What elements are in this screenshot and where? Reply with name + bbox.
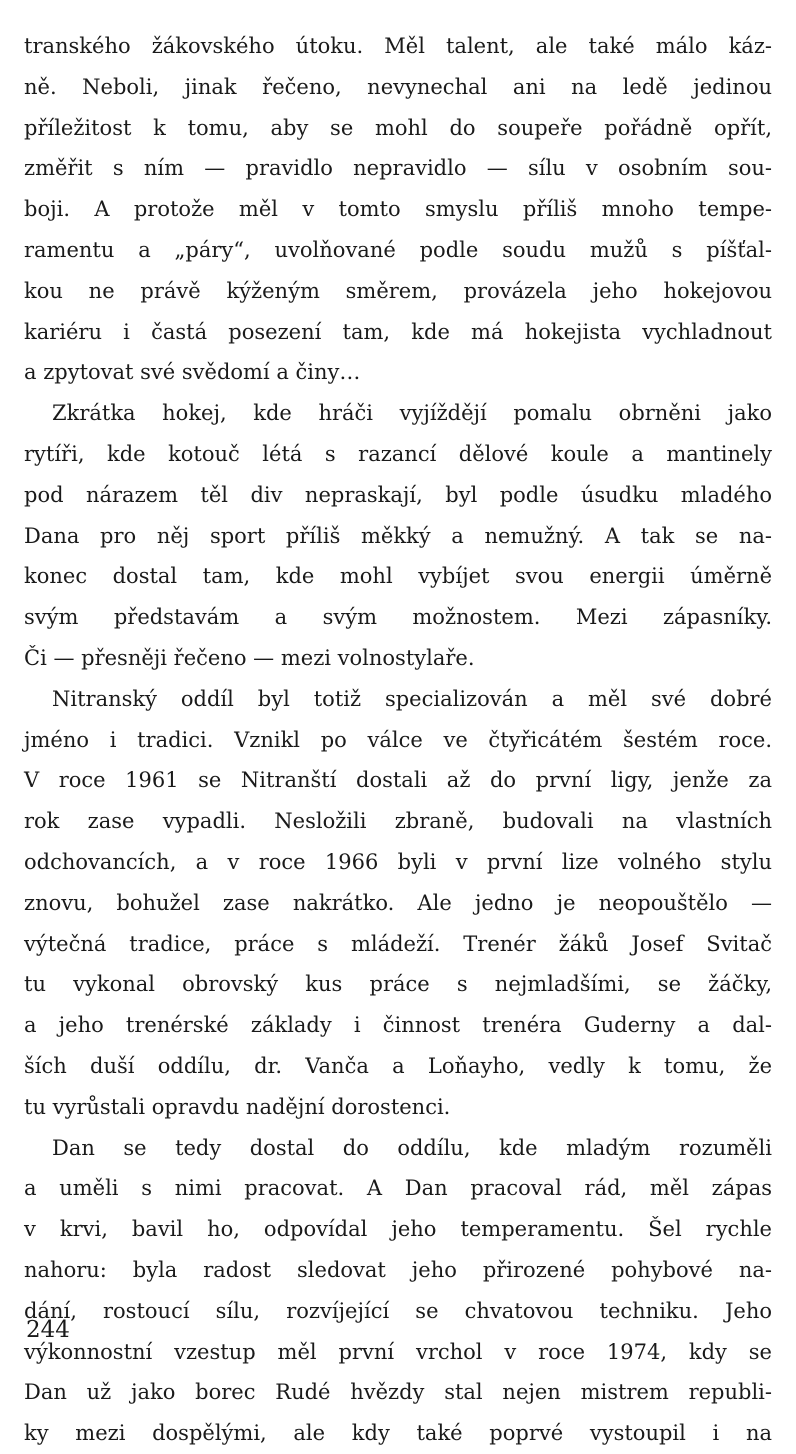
text-line: odchovancích, a v roce 1966 byli v první lize volného stylu <box>24 849 772 874</box>
text-line: Dana pro něj sport příliš měkký a nemužný. A tak se na- <box>24 523 772 548</box>
body-text <box>24 26 772 1454</box>
text-line: výkonnostní vzestup měl první vrchol v roce 1974, kdy se <box>24 1339 772 1364</box>
text-line: ky mezi dospělými, ale kdy také poprvé vystoupil i na <box>24 1421 772 1446</box>
text-line: příležitost k tomu, aby se mohl do soupeře pořádně opřít, <box>24 115 772 140</box>
text-line: tu vyrůstali opravdu nadějní dorostenci. <box>24 1094 451 1119</box>
text-line: jméno i tradici. Vznikl po válce ve čtyřicátém šestém roce. <box>24 727 772 752</box>
text-line: V roce 1961 se Nitranští dostali až do první ligy, jenže za <box>24 768 772 793</box>
text-line: tranského žákovského útoku. Měl talent, ale také málo káz- <box>24 34 772 58</box>
text-line: Dan se tedy dostal do oddílu, kde mladým rozuměli <box>52 1135 772 1160</box>
text-line: nahoru: byla radost sledovat jeho přirozené pohybové na- <box>24 1257 772 1282</box>
text-line: Zkrátka hokej, kde hráči vyjíždějí pomalu obrněni jako <box>52 401 772 426</box>
page-number: 244 <box>26 1317 70 1343</box>
text-line: rytíři, kde kotouč létá s razancí dělové koule a mantinely <box>24 441 772 466</box>
text-line: Dan už jako borec Rudé hvězdy stal nejen mistrem republi- <box>24 1380 772 1405</box>
text-line: výtečná tradice, práce s mládeží. Trenér žáků Josef Svitač <box>24 931 772 956</box>
text-line: konec dostal tam, kde mohl vybíjet svou energii úměrně <box>24 564 772 589</box>
text-line: a jeho trenérské základy i činnost trenéra Guderny a dal- <box>24 1013 772 1038</box>
text-line: a uměli s nimi pracovat. A Dan pracoval rád, měl zápas <box>24 1176 772 1201</box>
text-line: kou ne právě kýženým směrem, provázela jeho hokejovou <box>24 278 772 303</box>
text-line: ších duší oddílu, dr. Vanča a Loňayho, vedly k tomu, že <box>24 1053 772 1078</box>
text-line: Nitranský oddíl byl totiž specializován a měl své dobré <box>52 686 772 711</box>
text-line: ramentu a „páry“, uvolňované podle soudu mužů s píšťal- <box>24 237 772 262</box>
text-line: pod nárazem těl div nepraskají, byl podle úsudku mladého <box>24 482 772 507</box>
text-line: tu vykonal obrovský kus práce s nejmladšími, se žáčky, <box>24 972 772 997</box>
text-line: Či — přesněji řečeno — mezi volnostylaře. <box>24 645 475 670</box>
text-line: ně. Neboli, jinak řečeno, nevynechal ani na ledě jedinou <box>24 74 772 99</box>
text-line: rok zase vypadli. Nesložili zbraně, budovali na vlastních <box>24 809 772 834</box>
text-line: v krvi, bavil ho, odpovídal jeho temperamentu. Šel rychle <box>24 1217 772 1242</box>
text-line: změřit s ním — pravidlo nepravidlo — sílu v osobním sou- <box>24 156 772 181</box>
text-line: kariéru i častá posezení tam, kde má hokejista vychladnout <box>24 319 772 344</box>
text-line: boji. A protože měl v tomto smyslu příliš mnoho tempe- <box>24 197 772 222</box>
text-line: dání, rostoucí sílu, rozvíjející se chvatovou techniku. Jeho <box>24 1298 772 1323</box>
text-line: znovu, bohužel zase nakrátko. Ale jedno je neopouštělo — <box>24 890 772 915</box>
text-line: a zpytovat své svědomí a činy… <box>24 360 361 385</box>
text-line: svým představám a svým možnostem. Mezi zápasníky. <box>24 605 772 630</box>
